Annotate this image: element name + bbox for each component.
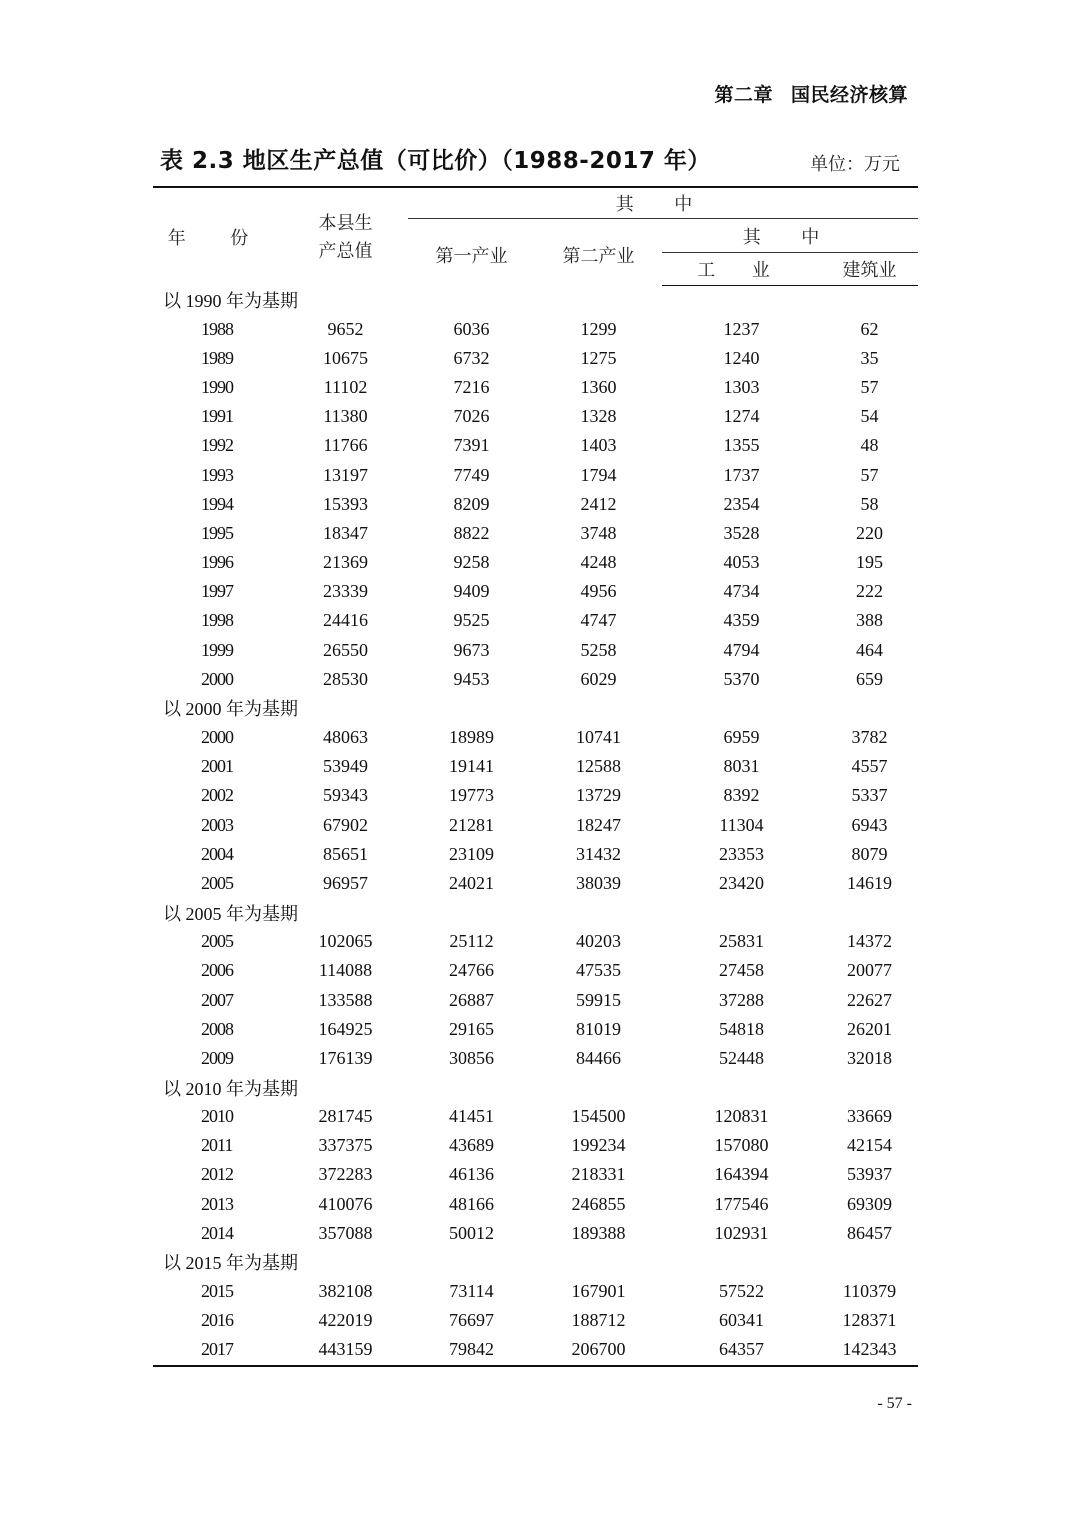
industry-cell: 177546 <box>714 1193 769 1214</box>
header-total <box>283 187 408 285</box>
table-row <box>153 1102 918 1131</box>
table-row <box>153 431 918 460</box>
table-row <box>153 1131 918 1160</box>
industry-cell: 54818 <box>718 1018 764 1039</box>
table-row <box>153 665 918 694</box>
year-cell: 2011 <box>201 1135 233 1156</box>
header-primary: 第一产业 <box>435 246 508 266</box>
table-row <box>153 723 918 752</box>
construction-cell: 20077 <box>846 960 892 981</box>
table-row <box>153 490 918 519</box>
construction-cell: 142343 <box>821 1335 918 1365</box>
industry-cell: 60341 <box>718 1310 764 1331</box>
industry-cell: 5370 <box>723 668 760 689</box>
gdp-total-cell: 26550 <box>323 639 368 660</box>
gdp-total-cell: 410076 <box>318 1193 373 1214</box>
construction-cell: 6943 <box>851 814 888 835</box>
secondary-cell: 13729 <box>576 785 621 806</box>
table-body <box>153 285 918 1366</box>
group-row <box>153 1248 918 1277</box>
primary-cell: 18989 <box>449 727 494 748</box>
industry-cell: 8031 <box>723 756 760 777</box>
industry-cell: 1303 <box>723 376 760 397</box>
industry-cell: 2354 <box>723 493 760 514</box>
table-row <box>153 1335 918 1365</box>
gdp-total-cell: 23339 <box>323 581 368 602</box>
primary-cell: 9409 <box>453 581 490 602</box>
construction-cell: 464 <box>855 639 883 660</box>
construction-cell: 14619 <box>846 872 892 893</box>
secondary-cell: 218331 <box>571 1164 626 1185</box>
table-row <box>153 1277 918 1306</box>
table-row <box>153 636 918 665</box>
secondary-cell: 31432 <box>576 843 621 864</box>
year-cell: 2003 <box>201 814 233 835</box>
year-cell: 1991 <box>201 406 233 427</box>
construction-cell: 3782 <box>851 727 888 748</box>
table-row <box>153 577 918 606</box>
header-year: 年 份 <box>153 187 283 285</box>
year-cell: 2007 <box>201 989 233 1010</box>
gdp-total-cell: 28530 <box>323 668 368 689</box>
table-row <box>153 548 918 577</box>
year-cell: 1988 <box>201 318 233 339</box>
construction-cell: 659 <box>855 668 883 689</box>
gdp-total-cell: 443159 <box>283 1335 408 1365</box>
secondary-cell: 10741 <box>576 727 621 748</box>
year-cell: 2005 <box>201 931 233 952</box>
industry-cell: 3528 <box>723 522 760 543</box>
industry-cell: 57522 <box>718 1281 764 1302</box>
year-cell: 1992 <box>201 435 233 456</box>
construction-cell: 58 <box>860 493 879 514</box>
industry-cell: 1355 <box>723 435 760 456</box>
primary-cell: 21281 <box>449 814 494 835</box>
construction-cell: 57 <box>860 464 879 485</box>
secondary-cell: 1299 <box>580 318 617 339</box>
industry-cell: 27458 <box>718 960 764 981</box>
table-row <box>153 1044 918 1073</box>
secondary-cell: 1275 <box>580 347 617 368</box>
chapter-label: 第二章 <box>714 84 773 106</box>
table-row <box>153 1306 918 1335</box>
industry-cell: 120831 <box>714 1106 769 1127</box>
secondary-cell: 246855 <box>571 1193 626 1214</box>
year-cell: 1997 <box>201 581 233 602</box>
group-row <box>153 1073 918 1102</box>
gdp-total-cell: 114088 <box>318 960 373 981</box>
primary-cell: 6036 <box>453 318 490 339</box>
year-cell: 1998 <box>201 610 233 631</box>
year-cell: 2006 <box>201 960 233 981</box>
table-row <box>153 606 918 635</box>
gdp-table <box>153 186 918 1367</box>
primary-cell: 48166 <box>449 1193 494 1214</box>
secondary-cell: 5258 <box>580 639 617 660</box>
year-cell: 1999 <box>201 639 233 660</box>
year-cell: 2010 <box>201 1106 233 1127</box>
year-cell: 2015 <box>201 1281 233 1302</box>
table-row <box>153 1015 918 1044</box>
industry-cell: 1237 <box>723 318 760 339</box>
industry-cell: 6959 <box>723 727 760 748</box>
gdp-total-cell: 422019 <box>318 1310 373 1331</box>
construction-cell: 195 <box>855 552 883 573</box>
year-cell: 2005 <box>201 872 233 893</box>
primary-cell: 26887 <box>449 989 494 1010</box>
table-row <box>153 956 918 985</box>
gdp-total-cell: 53949 <box>323 756 368 777</box>
secondary-cell: 199234 <box>571 1135 626 1156</box>
year-cell: 2016 <box>201 1310 233 1331</box>
gdp-total-cell: 85651 <box>323 843 368 864</box>
gdp-total-cell: 176139 <box>318 1047 373 1068</box>
industry-cell: 64357 <box>662 1335 821 1365</box>
table-row <box>153 402 918 431</box>
industry-cell: 102931 <box>714 1222 769 1243</box>
year-cell: 2013 <box>201 1193 233 1214</box>
table-header <box>153 187 918 285</box>
year-cell: 1993 <box>201 464 233 485</box>
gdp-total-cell: 13197 <box>323 464 368 485</box>
construction-cell: 62 <box>860 318 879 339</box>
secondary-cell: 6029 <box>580 668 617 689</box>
year-cell: 2012 <box>201 1164 233 1185</box>
primary-cell: 41451 <box>449 1106 494 1127</box>
table-row <box>153 781 918 810</box>
group-row <box>153 285 918 315</box>
year-cell: 2000 <box>201 727 233 748</box>
gdp-total-cell: 48063 <box>323 727 368 748</box>
gdp-total-cell: 18347 <box>323 522 368 543</box>
table-row <box>153 985 918 1014</box>
construction-cell: 53937 <box>846 1164 892 1185</box>
construction-cell: 5337 <box>851 785 888 806</box>
primary-cell: 24021 <box>449 872 494 893</box>
secondary-cell: 1794 <box>580 464 617 485</box>
primary-cell: 19773 <box>449 785 494 806</box>
industry-cell: 164394 <box>714 1164 769 1185</box>
header-of-which: 其 中 <box>408 187 918 219</box>
base-period-label: 以 2000 年为基期 <box>163 699 298 720</box>
primary-cell: 79842 <box>408 1335 535 1365</box>
primary-cell: 6732 <box>453 347 490 368</box>
construction-cell: 110379 <box>842 1281 897 1302</box>
table-title-row <box>160 142 900 178</box>
industry-cell: 52448 <box>718 1047 764 1068</box>
primary-cell: 30856 <box>449 1047 494 1068</box>
industry-cell: 4794 <box>723 639 760 660</box>
secondary-cell: 4747 <box>580 610 617 631</box>
secondary-cell: 189388 <box>571 1222 626 1243</box>
table-row <box>153 840 918 869</box>
year-cell: 2008 <box>201 1018 233 1039</box>
primary-cell: 76697 <box>449 1310 494 1331</box>
construction-cell: 42154 <box>846 1135 892 1156</box>
secondary-cell: 40203 <box>576 931 621 952</box>
year-cell: 1995 <box>201 522 233 543</box>
primary-cell: 23109 <box>449 843 494 864</box>
primary-cell: 19141 <box>449 756 494 777</box>
table-title: 表 2.3 地区生产总值（可比价）（1988-2017 年） <box>160 148 711 174</box>
construction-cell: 22627 <box>846 989 892 1010</box>
industry-cell: 11304 <box>719 814 764 835</box>
chapter-header <box>714 80 908 107</box>
base-period-label: 以 2010 年为基期 <box>163 1078 298 1099</box>
gdp-total-cell: 357088 <box>318 1222 373 1243</box>
secondary-cell: 4956 <box>580 581 617 602</box>
table-row <box>153 1190 918 1219</box>
secondary-cell: 4248 <box>580 552 617 573</box>
gdp-total-cell: 96957 <box>323 872 368 893</box>
primary-cell: 8209 <box>453 493 490 514</box>
table-row <box>153 519 918 548</box>
construction-cell: 222 <box>855 581 883 602</box>
industry-cell: 1274 <box>723 406 760 427</box>
gdp-total-cell: 11766 <box>323 435 368 456</box>
year-cell: 2017 <box>153 1335 283 1365</box>
primary-cell: 25112 <box>449 931 494 952</box>
group-row <box>153 898 918 927</box>
base-period-label: 以 2005 年为基期 <box>163 903 298 924</box>
year-cell: 2004 <box>201 843 233 864</box>
year-cell: 1996 <box>201 552 233 573</box>
primary-cell: 7391 <box>453 435 490 456</box>
secondary-cell: 154500 <box>571 1106 626 1127</box>
construction-cell: 220 <box>855 522 883 543</box>
primary-cell: 9453 <box>453 668 490 689</box>
construction-cell: 32018 <box>846 1047 892 1068</box>
industry-cell: 157080 <box>714 1135 769 1156</box>
unit-label: 单位：万元 <box>810 154 900 174</box>
gdp-total-cell: 11380 <box>323 406 368 427</box>
table-row <box>153 460 918 489</box>
gdp-total-cell: 164925 <box>318 1018 373 1039</box>
year-cell: 1994 <box>201 493 233 514</box>
primary-cell: 7749 <box>453 464 490 485</box>
secondary-cell: 3748 <box>580 522 617 543</box>
secondary-cell: 2412 <box>580 493 617 514</box>
secondary-cell: 84466 <box>576 1047 621 1068</box>
primary-cell: 9525 <box>453 610 490 631</box>
gdp-total-cell: 21369 <box>323 552 368 573</box>
construction-cell: 48 <box>860 435 879 456</box>
gdp-total-cell: 67902 <box>323 814 368 835</box>
industry-cell: 23353 <box>718 843 764 864</box>
construction-cell: 26201 <box>846 1018 892 1039</box>
construction-cell: 33669 <box>846 1106 892 1127</box>
header-secondary: 第二产业 <box>562 246 635 266</box>
industry-cell: 4053 <box>723 552 760 573</box>
construction-cell: 388 <box>855 610 883 631</box>
gdp-total-cell: 59343 <box>323 785 368 806</box>
industry-cell: 1737 <box>723 464 760 485</box>
page-number: - 57 - <box>877 1395 912 1412</box>
industry-cell: 1240 <box>723 347 760 368</box>
construction-cell: 4557 <box>851 756 888 777</box>
primary-cell: 8822 <box>453 522 490 543</box>
table-row <box>153 1160 918 1189</box>
table-row <box>153 869 918 898</box>
header-total-line1: 本县生 <box>318 212 373 233</box>
construction-cell: 14372 <box>846 931 892 952</box>
gdp-total-cell: 337375 <box>318 1135 373 1156</box>
gdp-total-cell: 9652 <box>327 318 364 339</box>
table-row <box>153 344 918 373</box>
header-of-which-sub: 其 中 <box>662 219 918 253</box>
secondary-cell: 206700 <box>535 1335 662 1365</box>
industry-cell: 8392 <box>723 785 760 806</box>
gdp-total-cell: 382108 <box>318 1281 373 1302</box>
construction-cell: 128371 <box>842 1310 897 1331</box>
primary-cell: 9258 <box>453 552 490 573</box>
gdp-total-cell: 11102 <box>323 376 368 397</box>
secondary-cell: 47535 <box>576 960 621 981</box>
table-row <box>153 752 918 781</box>
primary-cell: 9673 <box>453 639 490 660</box>
base-period-label: 以 1990 年为基期 <box>163 291 298 311</box>
primary-cell: 7216 <box>453 376 490 397</box>
primary-cell: 46136 <box>449 1164 494 1185</box>
industry-cell: 4359 <box>723 610 760 631</box>
primary-cell: 73114 <box>449 1281 494 1302</box>
primary-cell: 24766 <box>449 960 494 981</box>
gdp-total-cell: 281745 <box>318 1106 373 1127</box>
gdp-total-cell: 372283 <box>318 1164 373 1185</box>
base-period-label: 以 2015 年为基期 <box>163 1253 298 1274</box>
year-cell: 2001 <box>201 756 233 777</box>
construction-cell: 57 <box>860 376 879 397</box>
year-cell: 2009 <box>201 1047 233 1068</box>
primary-cell: 7026 <box>453 406 490 427</box>
industry-cell: 25831 <box>718 931 764 952</box>
table-row <box>153 1219 918 1248</box>
secondary-cell: 1360 <box>580 376 617 397</box>
gdp-total-cell: 24416 <box>323 610 368 631</box>
table-row <box>153 315 918 344</box>
year-cell: 2002 <box>201 785 233 806</box>
group-row <box>153 694 918 723</box>
year-cell: 1990 <box>201 376 233 397</box>
header-construction: 建筑业 <box>821 253 918 285</box>
header-industry: 工 业 <box>662 253 821 285</box>
header-total-line2: 产总值 <box>318 240 373 261</box>
construction-cell: 86457 <box>846 1222 892 1243</box>
secondary-cell: 1403 <box>580 435 617 456</box>
construction-cell: 69309 <box>846 1193 892 1214</box>
secondary-cell: 59915 <box>576 989 621 1010</box>
gdp-total-cell: 10675 <box>323 347 368 368</box>
construction-cell: 35 <box>860 347 879 368</box>
primary-cell: 50012 <box>449 1222 494 1243</box>
industry-cell: 4734 <box>723 581 760 602</box>
secondary-cell: 1328 <box>580 406 617 427</box>
table-row <box>153 927 918 956</box>
construction-cell: 54 <box>860 406 879 427</box>
secondary-cell: 12588 <box>576 756 621 777</box>
secondary-cell: 188712 <box>571 1310 626 1331</box>
gdp-total-cell: 102065 <box>318 931 373 952</box>
secondary-cell: 38039 <box>576 872 621 893</box>
primary-cell: 29165 <box>449 1018 494 1039</box>
secondary-cell: 18247 <box>576 814 621 835</box>
year-cell: 1989 <box>201 347 233 368</box>
industry-cell: 23420 <box>718 872 764 893</box>
table-row <box>153 373 918 402</box>
secondary-cell: 81019 <box>576 1018 621 1039</box>
year-cell: 2014 <box>201 1222 233 1243</box>
primary-cell: 43689 <box>449 1135 494 1156</box>
industry-cell: 37288 <box>718 989 764 1010</box>
year-cell: 2000 <box>201 668 233 689</box>
gdp-total-cell: 133588 <box>318 989 373 1010</box>
table-row <box>153 811 918 840</box>
gdp-total-cell: 15393 <box>323 493 368 514</box>
chapter-title: 国民经济核算 <box>790 84 908 106</box>
secondary-cell: 167901 <box>571 1281 626 1302</box>
construction-cell: 8079 <box>851 843 888 864</box>
